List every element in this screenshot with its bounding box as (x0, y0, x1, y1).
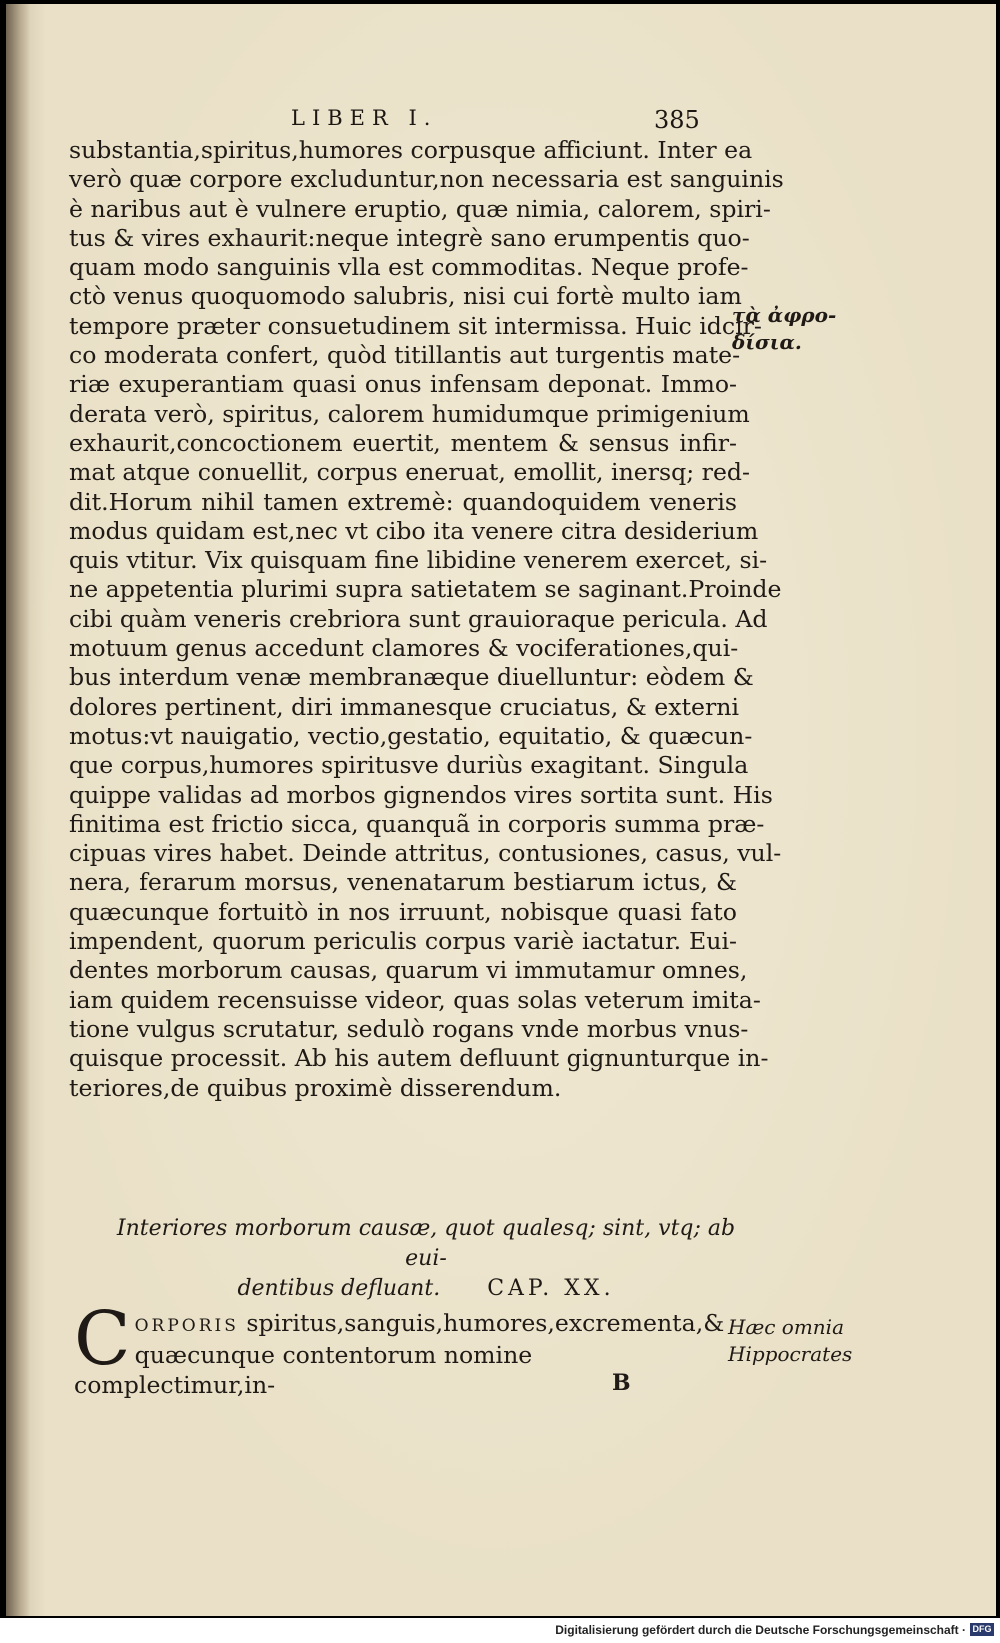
text-line: è naribus aut è vulnere eruptio, quæ nimia, calorem, spiri- (69, 194, 771, 223)
dfg-logo-icon: DFG (970, 1623, 994, 1636)
running-head: LIBER I. (291, 106, 438, 130)
chapter-heading (116, 1214, 736, 1304)
marginal-note-greek (732, 302, 836, 356)
text-line: impendent, quorum periculis corpus variè iactatur. Eui- (69, 927, 737, 956)
text-line: dentes morborum causas, quarum vi immutamur omnes, (69, 956, 748, 985)
marginal-line: Hæc omnia (728, 1315, 845, 1339)
text-line: finitima est frictio sicca, quanquã in corporis summa præ- (69, 809, 765, 838)
signature-mark: B (612, 1370, 631, 1396)
text-line: quam modo sanguinis vlla est commoditas. Neque profe- (69, 253, 749, 282)
chapter-title-line: dentibus defluant. (237, 1276, 441, 1301)
text-line: co moderata confert, quòd titillantis aut turgentis mate- (69, 341, 741, 370)
text-line: cipuas vires habet. Deinde attritus, contusiones, casus, vul- (69, 839, 782, 868)
opening-line-2: quæcunque contentorum nomine complectimur,in- (74, 1341, 533, 1399)
text-line: substantia,spiritus,humores corpusque afficiunt. Inter ea (69, 136, 753, 164)
text-line: dit.Horum nihil tamen extremè: quandoquidem veneris (69, 487, 737, 516)
text-line: tione vulgus scrutatur, sedulò rogans vnde morbus vnus- (69, 1014, 749, 1043)
marginal-line: Hippocrates (728, 1342, 853, 1366)
text-line: quæcunque fortuitò in nos irruunt, nobisque quasi fato (69, 897, 737, 926)
text-line: iam quidem recensuisse videor, quas solas veterum imita- (69, 985, 761, 1014)
drop-cap: C (74, 1296, 131, 1382)
footer-bar (0, 1618, 1000, 1643)
text-line: dolores pertinent, diri immanesque cruciatus, & externi (69, 692, 740, 721)
text-line: exhaurit,concoctionem euertit, mentem & sensus infir- (69, 428, 737, 457)
text-line: que corpus,humores spiritusve duriùs exagitant. Singula (69, 751, 749, 780)
opening-smallcaps: ORPORIS (134, 1316, 239, 1336)
text-line: teriores,de quibus proximè disserendum. (69, 1073, 562, 1102)
chapter-title-line: Interiores morborum causæ, quot qualesq; sint, vtq; ab eui- (116, 1216, 736, 1271)
text-line: quis vtitur. Vix quisquam fine libidine venerem exercet, si- (69, 546, 768, 575)
opening-line-rest: spiritus,sanguis,humores,excrementa,& (238, 1309, 725, 1337)
text-line: bus interdum venæ membranæque diuelluntur: eòdem & (69, 663, 754, 692)
text-line: derata verò, spiritus, calorem humidumque primigenium (69, 399, 750, 428)
chapter-number: CAP. XX. (487, 1276, 615, 1301)
marginal-note-lower (728, 1314, 852, 1368)
text-line: tempore præter consuetudinem sit intermissa. Huic idcir- (69, 311, 762, 340)
chapter-opening (74, 1296, 734, 1400)
text-line: mat atque conuellit, corpus eneruat, emollit, inersq; red- (69, 458, 750, 487)
text-line: quisque processit. Ab his autem defluunt gignunturque in- (69, 1044, 769, 1073)
text-line: nera, ferarum morsus, venenatarum bestiarum ictus, & (69, 868, 737, 897)
page-number: 385 (654, 106, 700, 134)
text-line: riæ exuperantiam quasi onus infensam deponat. Immo- (69, 370, 737, 399)
text-line: motus:vt nauigatio, vectio,gestatio, equitatio, & quæcun- (69, 721, 753, 750)
text-line: cibi quàm veneris crebriora sunt grauioraque pericula. Ad (69, 604, 768, 633)
marginal-line: τὰ ἀφρο- (732, 303, 837, 327)
binding-shadow (6, 4, 30, 1616)
text-line: tus & vires exhaurit:neque integrè sano erumpentis quo- (69, 223, 750, 252)
text-line: verò quæ corpore excluduntur,non necessaria est sanguinis (69, 165, 784, 194)
funding-credit: Digitalisierung gefördert durch die Deutsche Forschungsgemeinschaft · (555, 1623, 966, 1637)
book-page (6, 4, 996, 1616)
text-line: ctò venus quoquomodo salubris, nisi cui fortè multo iam (69, 282, 742, 311)
marginal-line: δίσια. (732, 330, 802, 354)
text-line: motuum genus accedunt clamores & vociferationes,qui- (69, 634, 739, 663)
text-line: ne appetentia plurimi supra satietatem se saginant.Proinde (69, 575, 782, 604)
text-line: quippe validas ad morbos gignendos vires sortita sunt. His (69, 780, 773, 809)
text-line: modus quidam est,nec vt cibo ita venere citra desiderium (69, 516, 759, 545)
